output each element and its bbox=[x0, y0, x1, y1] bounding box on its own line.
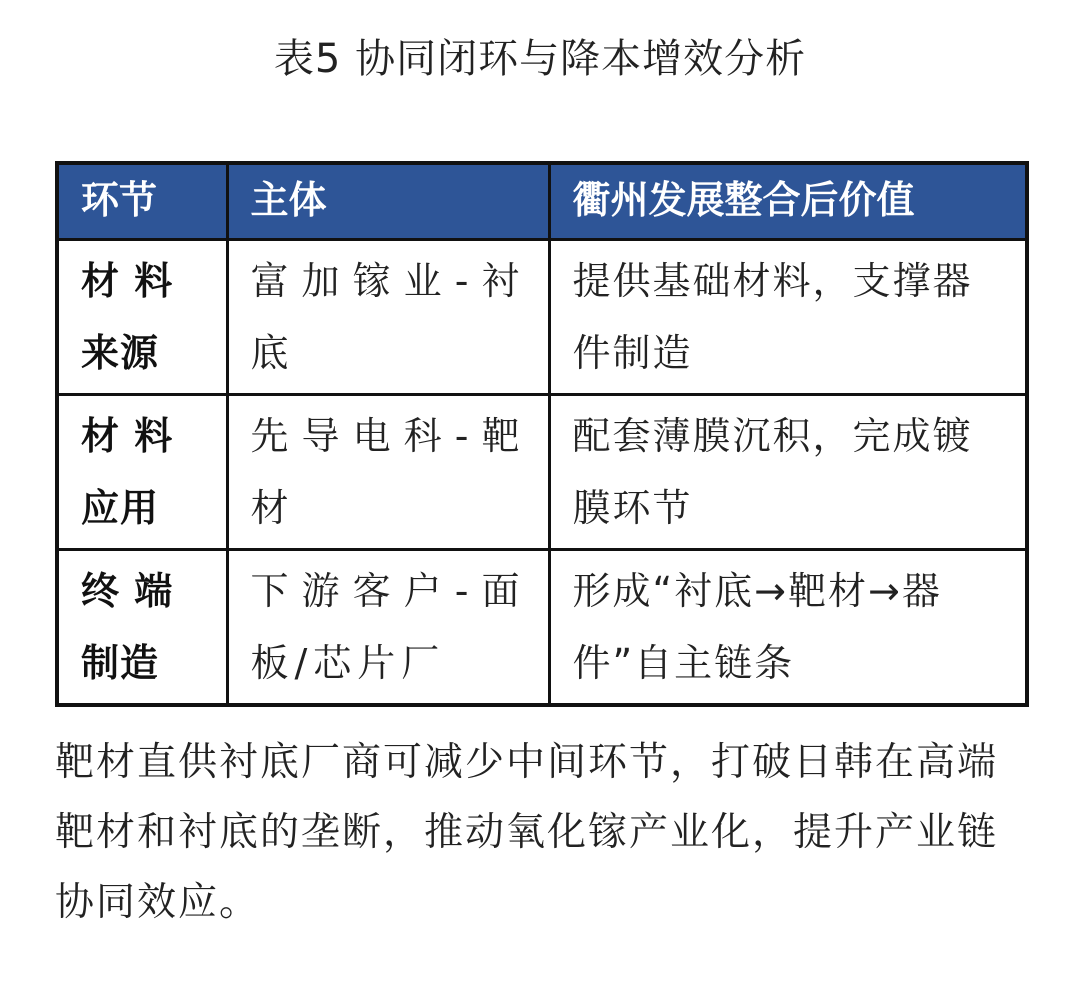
column-header-value: 衢州发展整合后价值 bbox=[549, 163, 1027, 239]
value-cell: 形成“衬底→靶材→器件”自主链条 bbox=[549, 549, 1027, 705]
table-row bbox=[57, 394, 1027, 549]
column-header-subject: 主体 bbox=[227, 163, 549, 239]
column-header-stage: 环节 bbox=[57, 163, 227, 239]
stage-cell: 终 端 制造 bbox=[57, 549, 227, 705]
body-paragraph: 靶材直供衬底厂商可减少中间环节，打破日韩在高端靶材和衬底的垄断，推动氧化镓产业化，提升产业链协同效应。 bbox=[55, 740, 999, 925]
value-cell: 提供基础材料，支撑器件制造 bbox=[549, 239, 1027, 394]
page-title: 表5 协同闭环与降本增效分析 bbox=[273, 36, 807, 82]
value-cell: 配套薄膜沉积，完成镀膜环节 bbox=[549, 394, 1027, 549]
table-row bbox=[57, 549, 1027, 705]
stage-cell: 材 料 应用 bbox=[57, 394, 227, 549]
subject-cell: 富加镓业-衬底 bbox=[227, 239, 549, 394]
analysis-table bbox=[55, 161, 1029, 707]
stage-cell: 材 料 来源 bbox=[57, 239, 227, 394]
table-header-row bbox=[57, 163, 1027, 239]
table-row bbox=[57, 239, 1027, 394]
subject-cell: 下游客户-面板/芯片厂 bbox=[227, 549, 549, 705]
subject-cell: 先导电科-靶材 bbox=[227, 394, 549, 549]
analysis-table-container bbox=[55, 161, 1025, 707]
